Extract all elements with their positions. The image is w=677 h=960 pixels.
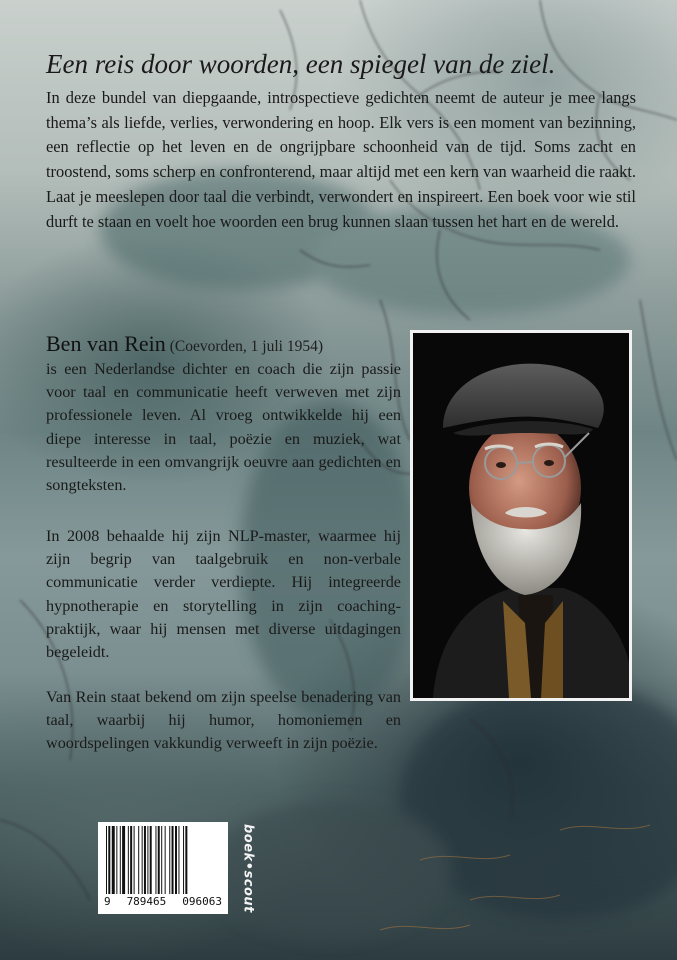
barcode-bar <box>155 826 156 894</box>
barcode-bar <box>144 826 146 894</box>
blurb-paragraph: In deze bundel van diepgaande, introspectieve gedichten neemt de auteur je mee langs thema’s als liefde, verlies, verwondering en hoop. Elk vers is een moment van bezinning, een reflectie op het leven en de ongrijpbare schoonheid van de tijd. Soms zacht en troostend, soms scherp en confronterend, maar altijd met een kern van waarheid die raakt. Laat je meeslepen door taal die verbindt, verwondert en inspireert. Een boek voor wie stil durft te staan en voelt hoe woorden een brug kunnen slaan tussen het hart en de wereld. <box>46 88 636 231</box>
barcode-bar <box>172 826 174 894</box>
barcode-bar <box>108 826 110 894</box>
barcode-bar <box>158 826 160 894</box>
author-name: Ben van Rein <box>46 331 166 356</box>
author-portrait-illustration <box>413 333 629 698</box>
barcode-bar <box>165 826 166 894</box>
author-bio-paragraph-2: In 2008 behaalde hij zijn NLP-master, waarmee hij zijn begrip van taalgebruik en non-verbale communicatie verder verdiepte. Hij integreerde hypnotherapie en storytelling in zijn coaching-praktijk, waar hij mensen met diverse uitdagingen begeleidt. <box>46 527 401 662</box>
barcode-bar <box>112 826 115 894</box>
author-bio-paragraph-1: is een Nederlandse dichter en coach die zijn passie voor taal en communicatie heeft verweven met zijn professionele leven. Al vroeg ontwikkelde hij een diepe interesse in taal, poëzie en muziek, wat resulteerde in een omvangrijk oeuvre aan gedichten en songteksten. <box>46 360 401 495</box>
author-heading <box>46 332 406 359</box>
publisher-logo-text: boek•scout <box>240 823 256 913</box>
barcode-bar <box>178 826 179 894</box>
author-bio-paragraph-3: Van Rein staat bekend om zijn speelse benadering van taal, waarbij hij humor, homoniemen en woordspelingen vakkundig verweeft in zijn poëzie. <box>46 688 401 753</box>
isbn-first-digit: 9 <box>104 895 111 908</box>
barcode-bar <box>120 826 121 894</box>
barcode-bar <box>134 826 135 894</box>
barcode-bar <box>147 826 148 894</box>
author-photo <box>410 330 632 701</box>
isbn-group-2: 096063 <box>182 895 222 908</box>
headline: Een reis door woorden, een spiegel van de ziel. <box>46 49 556 79</box>
barcode-bar <box>161 826 162 894</box>
publisher-logo <box>238 822 258 914</box>
barcode-bar <box>106 826 107 894</box>
isbn-barcode <box>98 822 228 914</box>
isbn-digits <box>104 895 222 908</box>
barcode-bar <box>142 826 143 894</box>
barcode-bar <box>128 826 129 894</box>
barcode-bar <box>185 826 187 894</box>
barcode-bar <box>116 826 117 894</box>
barcode-bar <box>150 826 152 894</box>
barcode-bar <box>122 826 125 894</box>
barcode-bars <box>104 826 222 894</box>
barcode-bar <box>130 826 132 894</box>
barcode-bar <box>169 826 170 894</box>
isbn-group-1: 789465 <box>126 895 167 908</box>
barcode-bar <box>175 826 177 894</box>
barcode-bar <box>138 826 139 894</box>
author-birth-info: (Coevorden, 1 juli 1954) <box>169 338 324 355</box>
barcode-bar <box>183 826 184 894</box>
